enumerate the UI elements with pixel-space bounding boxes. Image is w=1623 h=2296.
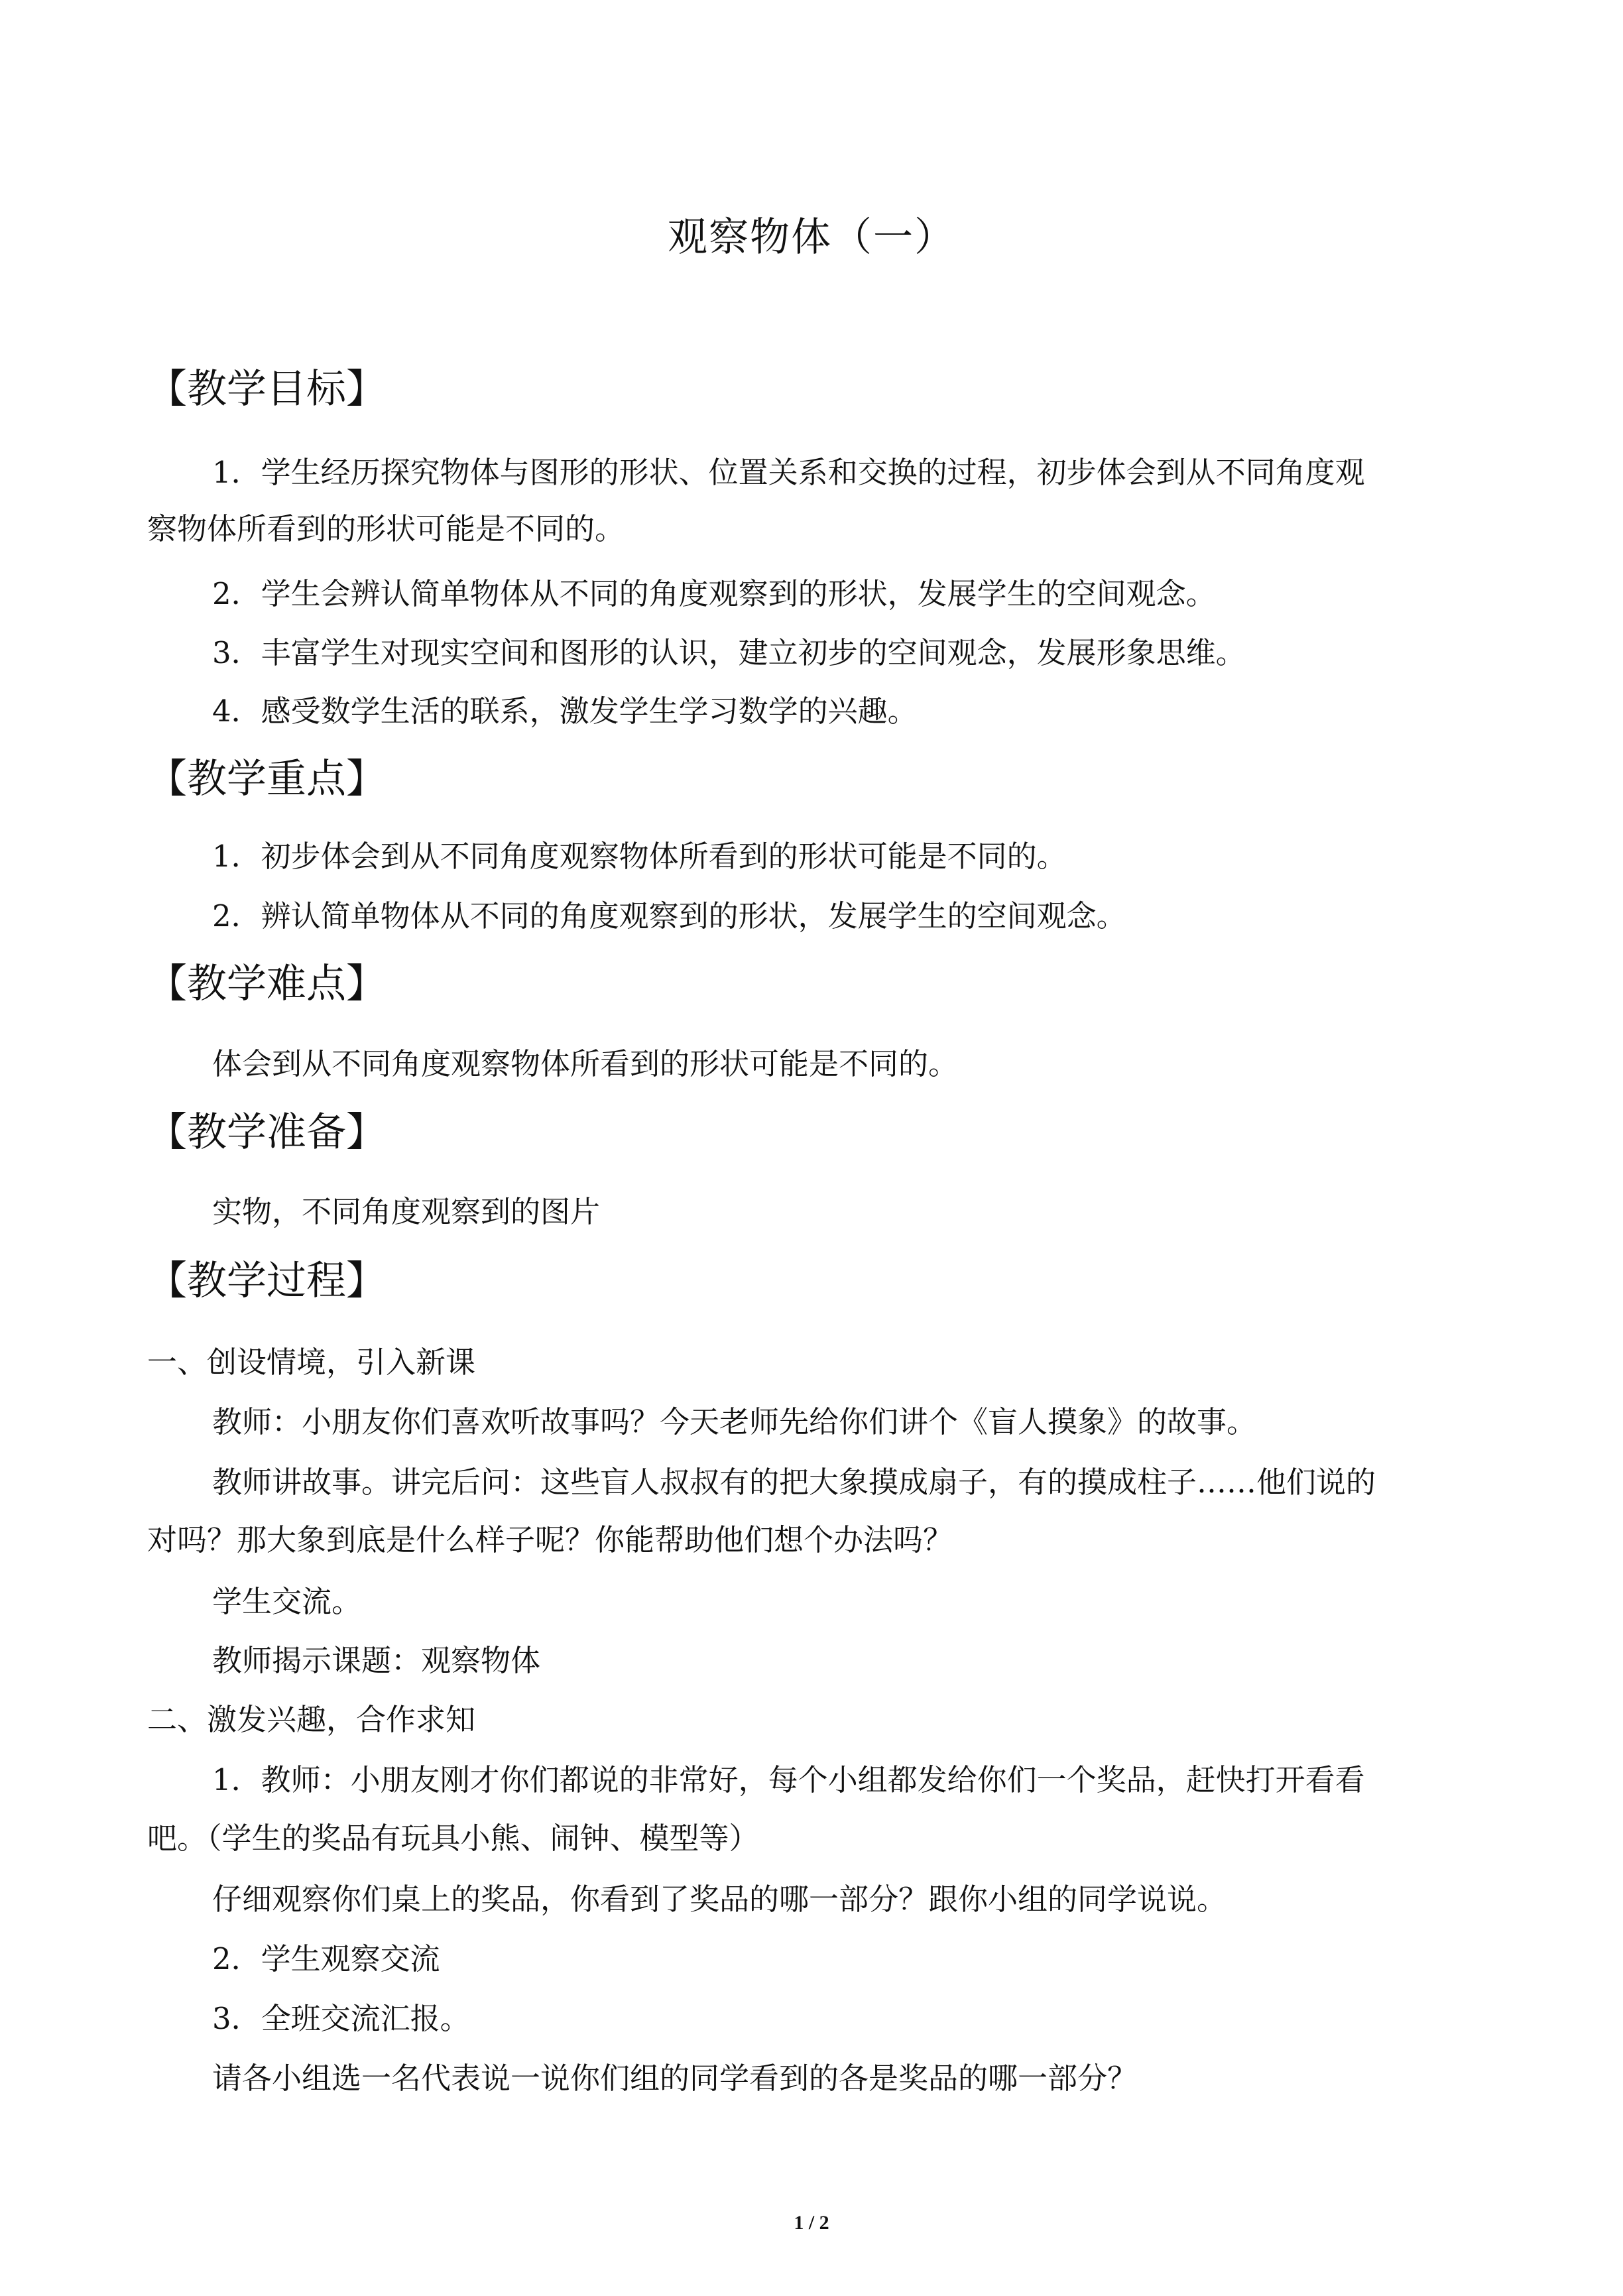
- paragraph-line: 2．学生会辨认简单物体从不同的角度观察到的形状，发展学生的空间观念。: [212, 576, 1216, 611]
- paragraph-line: 学生交流。: [212, 1584, 362, 1619]
- paragraph-line: 二、激发兴趣，合作求知: [147, 1702, 476, 1737]
- paragraph-line: 实物，不同角度观察到的图片: [212, 1194, 601, 1229]
- paragraph-line: 教师讲故事。讲完后问：这些盲人叔叔有的把大象摸成扇子，有的摸成柱子……他们说的: [212, 1465, 1376, 1500]
- paragraph-line: 1．学生经历探究物体与图形的形状、位置关系和交换的过程，初步体会到从不同角度观: [212, 455, 1365, 490]
- paragraph-line: 3．全班交流汇报。: [212, 2001, 470, 2036]
- paragraph-line: 2．学生观察交流: [212, 1941, 440, 1976]
- paragraph-line: 体会到从不同角度观察物体所看到的形状可能是不同的。: [212, 1046, 959, 1081]
- paragraph-line: 对吗？那大象到底是什么样子呢？你能帮助他们想个办法吗？: [147, 1522, 953, 1557]
- paragraph-line: 请各小组选一名代表说一说你们组的同学看到的各是奖品的哪一部分？: [212, 2061, 1138, 2096]
- section-heading-objectives: 【教学目标】: [147, 366, 386, 412]
- page-number: 1 / 2: [794, 2212, 829, 2234]
- section-heading-difficulties: 【教学难点】: [147, 961, 386, 1007]
- paragraph-line: 1．教师：小朋友刚才你们都说的非常好，每个小组都发给你们一个奖品，赶快打开看看: [212, 1762, 1365, 1797]
- paragraph-line: 1．初步体会到从不同角度观察物体所看到的形状可能是不同的。: [212, 839, 1067, 874]
- paragraph-line: 一、创设情境，引入新课: [147, 1345, 476, 1380]
- paragraph-line: 2．辨认简单物体从不同的角度观察到的形状，发展学生的空间观念。: [212, 898, 1126, 934]
- paragraph-line: 察物体所看到的形状可能是不同的。: [147, 511, 625, 546]
- section-heading-key-points: 【教学重点】: [147, 756, 386, 802]
- paragraph-line: 教师：小朋友你们喜欢听故事吗？今天老师先给你们讲个《盲人摸象》的故事。: [212, 1404, 1257, 1439]
- paragraph-line: 教师揭示课题：观察物体: [212, 1643, 541, 1678]
- paragraph-line: 4．感受数学生活的联系，激发学生学习数学的兴趣。: [212, 694, 918, 729]
- paragraph-line: 仔细观察你们桌上的奖品，你看到了奖品的哪一部分？跟你小组的同学说说。: [212, 1882, 1227, 1917]
- section-heading-process: 【教学过程】: [147, 1258, 386, 1304]
- paragraph-line: 吧。（学生的奖品有玩具小熊、闹钟、模型等）: [147, 1821, 759, 1856]
- paragraph-line: 3．丰富学生对现实空间和图形的认识，建立初步的空间观念，发展形象思维。: [212, 635, 1246, 670]
- page-title: 观察物体（一）: [668, 214, 955, 261]
- section-heading-preparation: 【教学准备】: [147, 1109, 386, 1156]
